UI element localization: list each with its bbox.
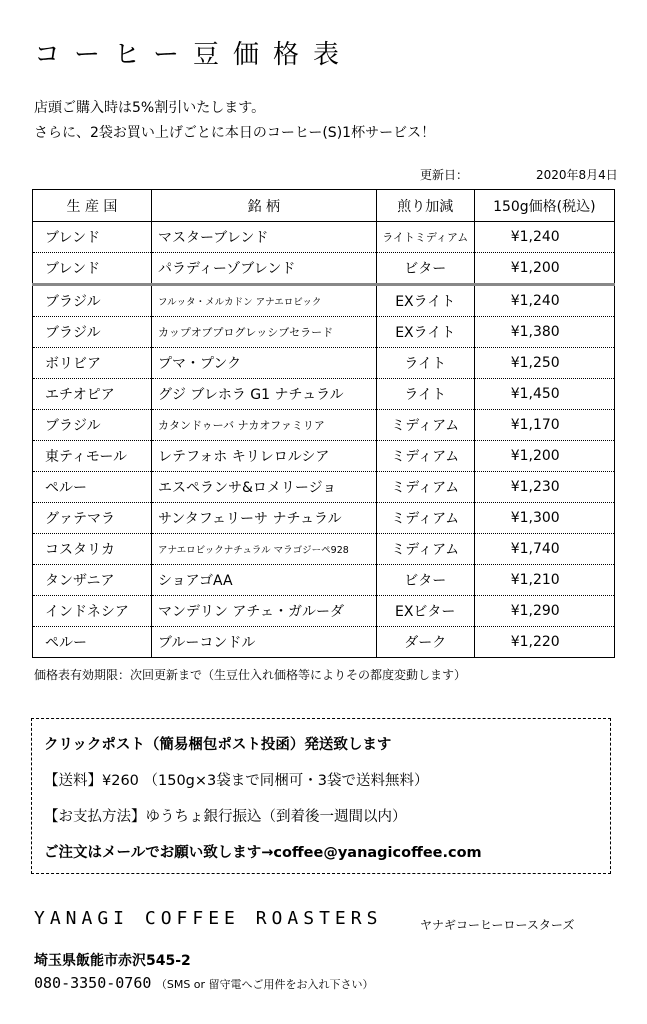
header-origin: 生 産 国	[33, 190, 152, 222]
cell-price: ¥1,300	[474, 503, 614, 534]
intro-line-1: 店頭ご購入時は5%割引いたします。	[34, 100, 266, 116]
cell-roast: ビター	[376, 565, 474, 596]
cell-brand: エスペランサ&ロメリージョ	[151, 472, 376, 503]
cell-origin: ブラジル	[33, 410, 152, 441]
shipping-title: クリックポスト（簡易梱包ポスト投函）発送致します	[44, 737, 392, 753]
cell-brand: プマ・プンク	[151, 348, 376, 379]
cell-origin: タンザニア	[33, 565, 152, 596]
table-row	[33, 503, 615, 534]
cell-price: ¥1,250	[474, 348, 614, 379]
table-row	[33, 379, 615, 410]
cell-roast: ビター	[376, 253, 474, 285]
brand-name: YANAGI COFFEE ROASTERS	[34, 908, 383, 929]
table-row	[33, 441, 615, 472]
cell-roast: ライト	[376, 348, 474, 379]
intro-line-2: さらに、2袋お買い上げごとに本日のコーヒー(S)1杯サービス！	[34, 125, 436, 141]
cell-origin: ブラジル	[33, 285, 152, 317]
cell-origin: ペルー	[33, 472, 152, 503]
cell-roast: EXライト	[376, 317, 474, 348]
cell-price: ¥1,380	[474, 317, 614, 348]
shipping-box	[31, 718, 611, 874]
header-roast: 煎り加減	[376, 190, 474, 222]
updated-label: 更新日：	[420, 168, 469, 182]
cell-roast: ミディアム	[376, 410, 474, 441]
cell-origin: グァテマラ	[33, 503, 152, 534]
cell-roast: ライト	[376, 379, 474, 410]
phone-note: （SMS or 留守電へご用件をお入れ下さい）	[155, 978, 374, 991]
header-brand: 銘 柄	[151, 190, 376, 222]
table-row	[33, 534, 615, 565]
cell-roast: ライトミディアム	[376, 222, 474, 253]
cell-price: ¥1,200	[474, 253, 614, 285]
cell-price: ¥1,740	[474, 534, 614, 565]
cell-origin: ブラジル	[33, 317, 152, 348]
order-email: ご注文はメールでお願い致します→coffee@yanagicoffee.com	[44, 845, 482, 861]
cell-origin: ペルー	[33, 627, 152, 658]
cell-brand: アナエロビックナチュラル マラゴジーペ928	[151, 534, 376, 565]
cell-price: ¥1,450	[474, 379, 614, 410]
table-row	[33, 627, 615, 658]
updated-value: 2020年8月4日	[536, 168, 618, 182]
table-header-row	[33, 190, 615, 222]
cell-origin: コスタリカ	[33, 534, 152, 565]
cell-price: ¥1,210	[474, 565, 614, 596]
cell-roast: ミディアム	[376, 503, 474, 534]
cell-brand: ショアゴAA	[151, 565, 376, 596]
cell-brand: マスターブレンド	[151, 222, 376, 253]
table-row	[33, 348, 615, 379]
table-row	[33, 253, 615, 285]
updated-date	[420, 166, 618, 183]
brand-kana: ヤナギコーヒーロースターズ	[420, 918, 575, 932]
phone-number: 080-3350-0760	[34, 974, 152, 992]
cell-roast: ミディアム	[376, 441, 474, 472]
address: 埼玉県飯能市赤沢545-2	[34, 953, 191, 969]
cell-origin: インドネシア	[33, 596, 152, 627]
cell-price: ¥1,170	[474, 410, 614, 441]
header-price: 150g価格(税込)	[474, 190, 614, 222]
cell-roast: EXビター	[376, 596, 474, 627]
cell-origin: ボリビア	[33, 348, 152, 379]
cell-price: ¥1,240	[474, 222, 614, 253]
table-row	[33, 472, 615, 503]
cell-price: ¥1,200	[474, 441, 614, 472]
cell-brand: レテフォホ キリレロルシア	[151, 441, 376, 472]
table-row	[33, 285, 615, 317]
cell-brand: ブルーコンドル	[151, 627, 376, 658]
table-row	[33, 317, 615, 348]
cell-roast: EXライト	[376, 285, 474, 317]
shipping-fee: 【送料】¥260 （150g×3袋まで同梱可・3袋で送料無料）	[44, 773, 429, 789]
cell-price: ¥1,220	[474, 627, 614, 658]
cell-roast: ダーク	[376, 627, 474, 658]
cell-origin: エチオピア	[33, 379, 152, 410]
cell-price: ¥1,240	[474, 285, 614, 317]
cell-origin: ブレンド	[33, 222, 152, 253]
table-row	[33, 596, 615, 627]
cell-brand: カップオブプログレッシブセラード	[151, 317, 376, 348]
cell-price: ¥1,290	[474, 596, 614, 627]
table-row	[33, 222, 615, 253]
cell-brand: フルッタ・メルカドン アナエロビック	[151, 285, 376, 317]
phone-line	[34, 974, 374, 992]
cell-roast: ミディアム	[376, 472, 474, 503]
cell-roast: ミディアム	[376, 534, 474, 565]
cell-brand: カタンドゥーバ ナカオファミリア	[151, 410, 376, 441]
cell-brand: グジ ブレホラ G1 ナチュラル	[151, 379, 376, 410]
cell-origin: 東ティモール	[33, 441, 152, 472]
table-row	[33, 565, 615, 596]
cell-brand: マンデリン アチェ・ガルーダ	[151, 596, 376, 627]
cell-price: ¥1,230	[474, 472, 614, 503]
cell-brand: パラディーゾブレンド	[151, 253, 376, 285]
cell-origin: ブレンド	[33, 253, 152, 285]
table-row	[33, 410, 615, 441]
payment-method: 【お支払方法】ゆうちょ銀行振込（到着後一週間以内）	[44, 809, 407, 825]
price-table	[32, 189, 615, 658]
cell-brand: サンタフェリーサ ナチュラル	[151, 503, 376, 534]
intro-text	[34, 96, 435, 146]
validity-note: 価格表有効期限：次回更新まで（生豆仕入れ価格等によりその都度変動します）	[34, 668, 467, 682]
page-title: コーヒー豆価格表	[34, 40, 353, 70]
